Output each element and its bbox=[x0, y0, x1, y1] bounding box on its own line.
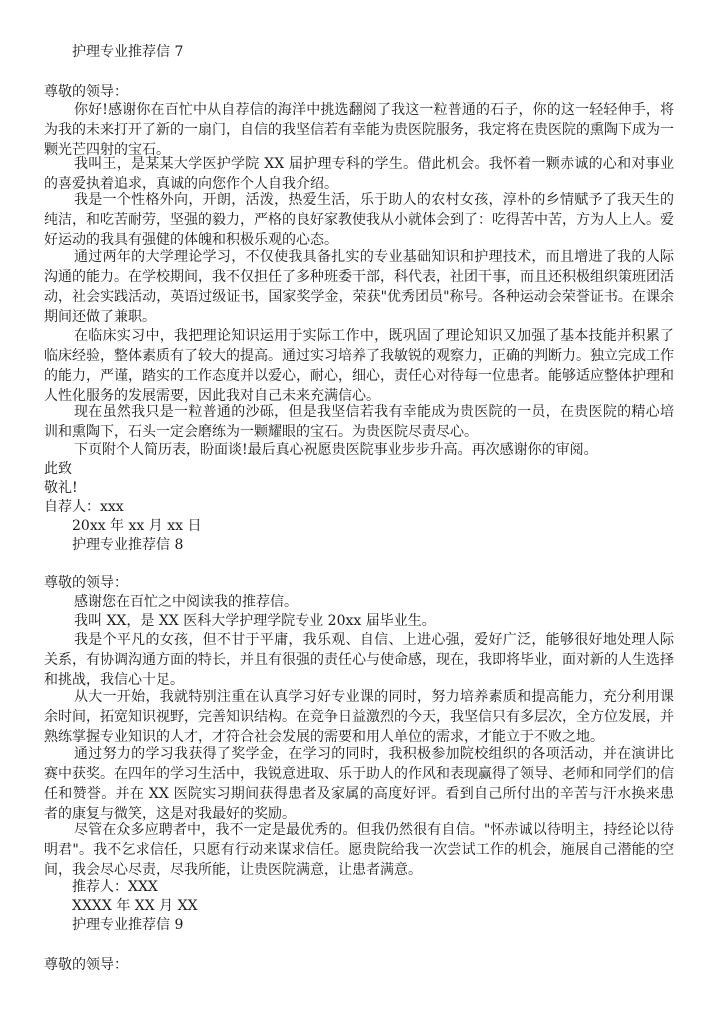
letter-7-closing-1: 此致 bbox=[44, 461, 72, 477]
letter-9-title: 护理专业推荐信 9 bbox=[72, 917, 184, 933]
letter-9-salutation: 尊敬的领导： bbox=[44, 957, 128, 973]
letter-8-title: 护理专业推荐信 8 bbox=[72, 537, 184, 553]
letter-8-paragraph: 通过努力的学习我获得了奖学金，在学习的同时，我积极参加院校组织的各项活动，并在演讲比赛中获奖。在四年的学习生活中，我锐意进取、乐于助人的作风和表现赢得了领导、老师和同学们的信任和赞誉。并在 XX 医院实习期间获得患者及家属的高度好评。看到自己所付出的辛苦与汗水换来患者的康复与微笑，这是对我最好的奖励。 bbox=[44, 746, 674, 822]
letter-7-paragraph: 在临床实习中，我把理论知识运用于实际工作中，既巩固了理论知识又加强了基本技能并积累了临床经验，整体素质有了较大的提高。通过实习培养了我敏锐的观察力，正确的判断力。独立完成工作的能力，严谨，踏实的工作态度并以爱心，耐心，细心，责任心对待每一位患者。能够适应整体护理和人性化服务的发展需要，因此我对自己未来充满信心。 bbox=[44, 328, 674, 404]
letter-8-paragraph: 我叫 XX，是 XX 医科大学护理学院专业 20xx 届毕业生。 bbox=[74, 613, 436, 629]
letter-7-closing-2: 敬礼! bbox=[44, 480, 78, 496]
letter-7-paragraph: 通过两年的大学理论学习，不仅使我具备扎实的专业基础知识和护理技术，而且增进了我的人际沟通的能力。在学校期间，我不仅担任了多种班委干部，科代表，社团干事，而且还积极组织策班团活动，社会实践活动，英语过级证书，国家奖学金，荣获"优秀团员"称号。各种运动会荣誉证书。在课余期间还做了兼职。 bbox=[44, 249, 674, 325]
letter-7-paragraph: 现在虽然我只是一粒普通的沙砾，但是我坚信若我有幸能成为贵医院的一员，在贵医院的精心培训和熏陶下，石头一定会磨练为一颗耀眼的宝石。为贵医院尽责尽心。 bbox=[44, 404, 674, 440]
letter-8-salutation: 尊敬的领导： bbox=[44, 575, 128, 591]
letter-7-salutation: 尊敬的领导： bbox=[44, 84, 128, 100]
letter-8-signer: 推荐人：XXX bbox=[72, 879, 158, 895]
letter-8-paragraph: 尽管在众多应聘者中，我不一定是最优秀的。但我仍然很有自信。"怀赤诚以待明主，持经论以待明君"。我不乞求信任，只愿有行动来谋求信任。愿贵院给我一次尝试工作的机会，施展自己潜能的空间，我会尽心尽责，尽我所能，让贵医院满意，让患者满意。 bbox=[44, 822, 674, 878]
letter-7-paragraph: 我是一个性格外向，开朗，活泼，热爱生活，乐于助人的农村女孩，淳朴的乡情赋予了我天生的纯洁，和吃苦耐劳，坚强的毅力，严格的良好家教使我从小就体会到了：吃得苦中苦，方为人上人。爱好运动的我具有强健的体魄和积极乐观的心态。 bbox=[44, 192, 674, 248]
letter-8-paragraph: 感谢您在百忙之中阅读我的推荐信。 bbox=[74, 594, 298, 610]
letter-7-paragraph: 你好!感谢你在百忙中从自荐信的海洋中挑选翻阅了我这一粒普通的石子，你的这一轻轻伸手，将为我的未来打开了新的一扇门，自信的我坚信若有幸能为贵医院服务，我定将在贵医院的熏陶下成为一颗光芒四射的宝石。 bbox=[44, 102, 674, 158]
letter-7-date: 20xx 年 xx 月 xx 日 bbox=[72, 518, 202, 534]
letter-7-signer: 自荐人：xxx bbox=[44, 499, 124, 515]
letter-8-paragraph: 我是个平凡的女孩，但不甘于平庸，我乐观、自信、上进心强，爱好广泛，能够很好地处理人际关系，有协调沟通方面的特长，并且有很强的责任心与使命感，现在，我即将毕业，面对新的人生选择和挑战，我信心十足。 bbox=[44, 632, 674, 688]
letter-7-paragraph: 下页附个人简历表，盼面谈!最后真心祝愿贵医院事业步步升高。再次感谢你的审阅。 bbox=[74, 442, 598, 458]
letter-8-date: XXXX 年 XX 月 XX bbox=[72, 898, 198, 914]
letter-7-title: 护理专业推荐信 7 bbox=[72, 44, 184, 60]
letter-7-paragraph: 我叫王，是某某大学医护学院 XX 届护理专科的学生。借此机会。我怀着一颗赤诚的心和对事业的喜爱执着追求，真诚的向您作个人自我介绍。 bbox=[44, 156, 674, 192]
letter-8-paragraph: 从大一开始，我就特别注重在认真学习好专业课的同时，努力培养素质和提高能力，充分利用课余时间，拓宽知识视野，完善知识结构。在竞争日益激烈的今天，我坚信只有多层次，全方位发展，并熟练掌握专业知识的人才，才符合社会发展的需要和用人单位的需求，才能立于不败之地。 bbox=[44, 689, 674, 745]
